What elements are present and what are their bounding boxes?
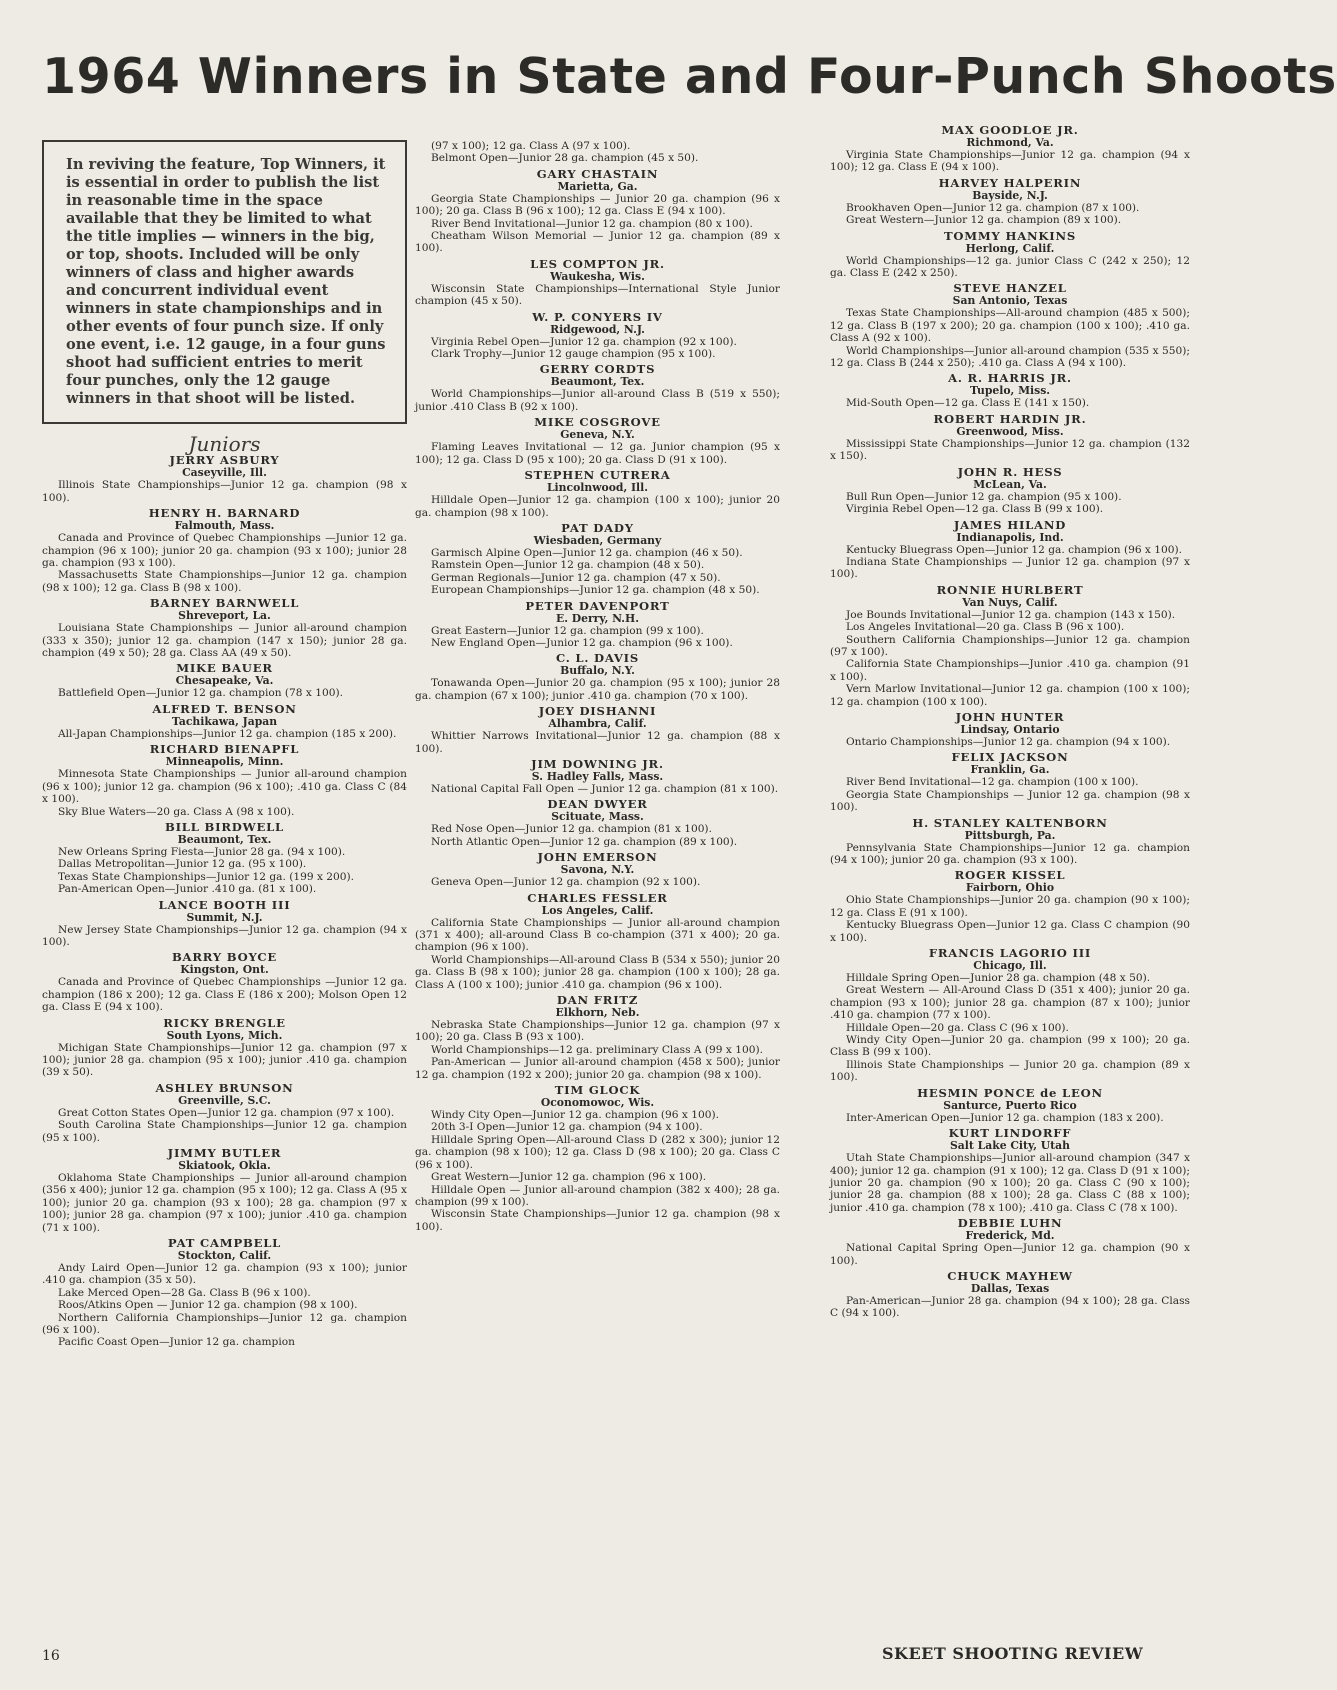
- result-line: Brookhaven Open—Junior 12 ga. champion (87 x 100).: [846, 201, 1140, 214]
- winner-name: FELIX JACKSON: [951, 750, 1069, 765]
- winner-entry: [42, 1082, 407, 1144]
- result-line: Windy City Open—Junior 12 ga. champion (96 x 100).: [431, 1109, 719, 1122]
- winner-entry: [42, 1147, 407, 1234]
- winner-location: Minneapolis, Minn.: [165, 755, 284, 769]
- winner-name: RONNIE HURLBERT: [936, 582, 1084, 597]
- winner-location: Indianapolis, Ind.: [956, 530, 1064, 544]
- winner-entry: [415, 1084, 780, 1233]
- winner-entry: [42, 454, 407, 504]
- result-line: Sky Blue Waters—20 ga. Class A (98 x 100).: [58, 805, 295, 818]
- result-line: Georgia State Championships — Junior 12 ga. champion (98 x 100).: [830, 788, 1190, 814]
- result-line: Great Eastern—Junior 12 ga. champion (99 x 100).: [431, 624, 704, 637]
- result-line: Hilldale Open—Junior 12 ga. champion (100 x 100); junior 20 ga. champion (98 x 100).: [415, 494, 780, 519]
- winner-entry: [415, 258, 780, 308]
- winner-entry: [415, 416, 780, 466]
- winner-location: Summit, N.J.: [186, 910, 263, 924]
- result-line: Massachusetts State Championships—Junior 12 ga. champion (98 x 100); 12 ga. Class B (98 x 100).: [42, 569, 407, 594]
- page-number: 16: [42, 1648, 60, 1664]
- result-line: World Championships—All-around Class B (534 x 550); junior 20 ga. Class B (98 x 100); junior 28 ga. champion (100 x 100); 28 ga. Class A (100 x 100); junior .410 ga. champion (96 x 100).: [415, 953, 780, 991]
- result-line: National Capital Spring Open—Junior 12 ga. champion (90 x 100).: [830, 1242, 1190, 1267]
- winner-location: Richmond, Va.: [966, 136, 1054, 149]
- winner-entry: [415, 522, 780, 597]
- winner-name: ASHLEY BRUNSON: [155, 1080, 294, 1095]
- winner-entry: [830, 817, 1190, 867]
- winner-entry: [830, 177, 1190, 227]
- result-line: Los Angeles Invitational—20 ga. Class B (96 x 100).: [846, 621, 1125, 634]
- result-line: Cheatham Wilson Memorial — Junior 12 ga. champion (89 x 100).: [415, 230, 780, 255]
- winner-entry: [42, 703, 407, 740]
- result-line: Minnesota State Championships — Junior all-around champion (96 x 100); junior 12 ga. champion (96 x 100); .410 ga. Class C (84 x 100).: [42, 768, 407, 806]
- winner-name: HENRY H. BARNARD: [148, 506, 301, 521]
- result-line: Texas State Championships—Junior 12 ga. (199 x 200).: [58, 870, 355, 883]
- winner-name: W. P. CONYERS IV: [532, 309, 663, 324]
- result-line: Virginia Rebel Open—12 ga. Class B (99 x 100).: [846, 503, 1104, 516]
- winner-location: E. Derry, N.H.: [555, 611, 639, 625]
- result-line: 20th 3-I Open—Junior 12 ga. champion (94 x 100).: [431, 1121, 703, 1134]
- winner-entry: [42, 1017, 407, 1079]
- winner-location: Wiesbaden, Germany: [533, 533, 662, 547]
- result-line: Pacific Coast Open—Junior 12 ga. champion: [58, 1336, 295, 1349]
- winner-entry: [830, 124, 1190, 174]
- winner-entry: [415, 798, 780, 848]
- entry-list: [415, 140, 780, 1233]
- winner-name: TIM GLOCK: [554, 1083, 641, 1098]
- winner-location: Franklin, Ga.: [970, 763, 1050, 777]
- winner-name: DEBBIE LUHN: [957, 1216, 1063, 1231]
- winner-name: ROGER KISSEL: [954, 868, 1066, 883]
- winner-entry: [415, 652, 780, 702]
- winner-name: MIKE COSGROVE: [534, 415, 661, 430]
- winner-location: S. Hadley Falls, Mass.: [531, 769, 664, 783]
- result-line: Joe Bounds Invitational—Junior 12 ga. champion (143 x 150).: [846, 608, 1176, 621]
- result-line: Illinois State Championships — Junior 20 ga. champion (89 x 100).: [830, 1058, 1190, 1084]
- result-line: Great Western—Junior 12 ga. champion (96 x 100).: [431, 1171, 707, 1184]
- winner-name: JERRY ASBURY: [169, 453, 280, 468]
- winner-name: JIM DOWNING JR.: [531, 756, 664, 771]
- winner-name: A. R. HARRIS JR.: [948, 371, 1072, 386]
- result-line: Hilldale Open—20 ga. Class C (96 x 100).: [846, 1021, 1069, 1034]
- result-line: Utah State Championships—Junior all-around champion (347 x 400); junior 12 ga. champion (91 x 100); 12 ga. Class D (91 x 100); junior 20 ga. champion (90 x 100); 20 ga. Class C (90 x 100); junior 28 ga. champion (88 x 100); 28 ga. Class C (88 x 100); junior .410 ga. champion (78 x 100); .410 ga. Class C (78 x 100).: [830, 1152, 1190, 1214]
- winner-entry: [415, 140, 780, 165]
- winner-location: Greenwood, Miss.: [956, 424, 1064, 438]
- result-line: Pan-American Open—Junior .410 ga. (81 x 100).: [58, 883, 317, 896]
- winner-name: BILL BIRDWELL: [164, 819, 285, 834]
- winner-entry: [830, 519, 1190, 581]
- winner-name: C. L. DAVIS: [555, 651, 640, 666]
- winner-location: Herlong, Calif.: [965, 241, 1055, 255]
- result-line: Indiana State Championships — Junior 12 ga. champion (97 x 100).: [830, 555, 1190, 581]
- result-line: Wisconsin State Championships—International Style Junior champion (45 x 50).: [415, 282, 780, 308]
- result-line: Illinois State Championships—Junior 12 ga. champion (98 x 100).: [42, 479, 407, 504]
- result-line: Hilldale Spring Open—All-around Class D (282 x 300); junior 12 ga. champion (98 x 100); 12 ga. Class D (98 x 100); 20 ga. Class C (96 x 100).: [415, 1133, 780, 1171]
- result-line: Kentucky Bluegrass Open—Junior 12 ga. champion (96 x 100).: [846, 543, 1182, 556]
- result-line: Inter-American Open—Junior 12 ga. champion (183 x 200).: [846, 1111, 1164, 1124]
- winner-location: Caseyville, Ill.: [182, 466, 267, 480]
- result-line: Vern Marlow Invitational—Junior 12 ga. champion (100 x 100); 12 ga. champion (100 x 100).: [830, 683, 1190, 708]
- result-line: World Championships—12 ga. preliminary Class A (99 x 100).: [431, 1043, 763, 1056]
- winner-name: STEVE HANZEL: [953, 281, 1067, 296]
- result-line: Clark Trophy—Junior 12 gauge champion (95 x 100).: [431, 348, 716, 361]
- winner-location: San Antonio, Texas: [952, 294, 1068, 308]
- result-line: Pan-American—Junior 28 ga. champion (94 x 100); 28 ga. Class C (94 x 100).: [830, 1294, 1190, 1320]
- result-line: Tonawanda Open—Junior 20 ga. champion (95 x 100); junior 28 ga. champion (67 x 100); junior .410 ga. champion (70 x 100).: [415, 677, 780, 702]
- winner-name: DAN FRITZ: [556, 993, 639, 1008]
- winner-location: Skiatook, Okla.: [178, 1159, 271, 1172]
- result-line: (97 x 100); 12 ga. Class A (97 x 100).: [431, 140, 631, 152]
- result-line: Roos/Atkins Open — Junior 12 ga. champion (98 x 100).: [58, 1299, 358, 1312]
- winner-name: PAT CAMPBELL: [167, 1236, 282, 1251]
- result-line: Mid-South Open—12 ga. Class E (141 x 150).: [846, 397, 1090, 410]
- winner-location: Lindsay, Ontario: [960, 722, 1060, 736]
- result-line: Louisiana State Championships — Junior all-around champion (333 x 350); junior 12 ga. champion (147 x 150); junior 28 ga. champion (49 x 50); 28 ga. Class AA (49 x 50).: [42, 622, 407, 660]
- intro-box: In reviving the feature, Top Winners, it is essential in order to publish the list in reasonable time in the space available that they be limited to what the title implies — winners in the big, or top, shoots. Included will be only winners of class and higher awards and concurrent individual event winners in state championships and in other events of four punch size. If only one event, i.e. 12 gauge, in a four guns shoot had sufficient entries to merit four punches, only the 12 gauge winners in that shoot will be listed.: [42, 140, 407, 424]
- result-line: California State Championships — Junior all-around champion (371 x 400); all-around Class B co-champion (371 x 400); 20 ga. champion (96 x 100).: [415, 916, 780, 954]
- result-line: Hilldale Open — Junior all-around champion (382 x 400); 28 ga. champion (99 x 100).: [415, 1183, 780, 1208]
- winner-entry: [415, 705, 780, 755]
- result-line: Oklahoma State Championships — Junior all-around champion (356 x 400); junior 12 ga. champion (95 x 100); 12 ga. Class A (95 x 100); junior 20 ga. champion (93 x 100); 28 ga. champion (97 x 100); junior 28 ga. champion (97 x 100); junior .410 ga. champion (71 x 100).: [42, 1172, 407, 1234]
- winner-location: Falmouth, Mass.: [174, 519, 275, 533]
- winner-name: BARRY BOYCE: [171, 950, 278, 965]
- result-line: New Jersey State Championships—Junior 12 ga. champion (94 x 100).: [42, 923, 407, 948]
- winner-name: KURT LINDORFF: [948, 1126, 1072, 1141]
- result-line: Great Western — All-Around Class D (351 x 400); junior 20 ga. champion (93 x 100); junior 28 ga. champion (87 x 100); junior .410 ga. champion (77 x 100).: [830, 984, 1190, 1022]
- result-line: Virginia Rebel Open—Junior 12 ga. champion (92 x 100).: [431, 335, 737, 348]
- winner-name: ROBERT HARDIN JR.: [933, 411, 1087, 426]
- winner-entry: [830, 947, 1190, 1084]
- winner-name: JOHN EMERSON: [537, 850, 658, 865]
- winner-name: JOHN R. HESS: [957, 464, 1063, 479]
- result-line: Mississippi State Championships—Junior 12 ga. champion (132 x 150).: [830, 437, 1190, 463]
- result-line: New England Open—Junior 12 ga. champion (96 x 100).: [431, 636, 733, 649]
- result-line: Andy Laird Open—Junior 12 ga. champion (93 x 100); junior .410 ga. champion (35 x 50).: [42, 1262, 407, 1287]
- winner-entry: [830, 711, 1190, 748]
- result-line: Southern California Championships—Junior 12 ga. champion (97 x 100).: [830, 633, 1190, 658]
- result-line: Georgia State Championships — Junior 20 ga. champion (96 x 100); 20 ga. Class B (96 x 100); 12 ga. Class E (94 x 100).: [415, 192, 780, 218]
- winner-entry: [42, 821, 407, 896]
- result-line: European Championships—Junior 12 ga. champion (48 x 50).: [431, 584, 760, 597]
- winner-name: JOEY DISHANNI: [538, 704, 657, 719]
- result-line: Kentucky Bluegrass Open—Junior 12 ga. Class C champion (90 x 100).: [830, 919, 1190, 944]
- winner-name: GERRY CORDTS: [539, 362, 656, 377]
- result-line: All-Japan Championships—Junior 12 ga. champion (185 x 200).: [58, 727, 397, 740]
- winner-location: Frederick, Md.: [965, 1229, 1055, 1243]
- result-line: Pennsylvania State Championships—Junior 12 ga. champion (94 x 100); junior 20 ga. champion (93 x 100).: [830, 841, 1190, 866]
- result-line: World Championships—12 ga. junior Class C (242 x 250); 12 ga. Class E (242 x 250).: [830, 254, 1190, 280]
- winner-entry: [830, 869, 1190, 944]
- winner-entry: [830, 372, 1190, 409]
- winner-location: Oconomowoc, Wis.: [540, 1096, 655, 1110]
- winner-entry: [830, 584, 1190, 708]
- winner-location: Dallas, Texas: [970, 1281, 1050, 1295]
- entry-list: [830, 124, 1190, 1320]
- page-title: 1964 Winners in State and Four-Punch Shoots: [42, 48, 1337, 105]
- winner-name: CHARLES FESSLER: [527, 890, 668, 905]
- column-2: [415, 140, 780, 1236]
- winner-name: HARVEY HALPERIN: [938, 175, 1082, 190]
- winner-location: Stockton, Calif.: [177, 1249, 272, 1263]
- result-line: Texas State Championships—All-around champion (485 x 500); 12 ga. Class B (197 x 200); 20 ga. champion (100 x 100); .410 ga. Class A (92 x 100).: [830, 307, 1190, 345]
- winner-entry: [415, 600, 780, 650]
- result-line: Great Western—Junior 12 ga. champion (89 x 100).: [846, 214, 1122, 227]
- winner-name: STEPHEN CUTRERA: [524, 468, 671, 483]
- winner-name: MAX GOODLOE JR.: [941, 123, 1079, 137]
- winner-location: Chesapeake, Va.: [175, 674, 274, 688]
- winner-location: South Lyons, Mich.: [166, 1028, 283, 1042]
- winner-name: RICKY BRENGLE: [163, 1015, 286, 1030]
- result-line: River Bend Invitational—12 ga. champion (100 x 100).: [846, 776, 1139, 789]
- result-line: Canada and Province of Quebec Championships —Junior 12 ga. champion (96 x 100); junior 20 ga. champion (93 x 100); junior 28 ga. champion (93 x 100).: [42, 532, 407, 570]
- result-line: South Carolina State Championships—Junior 12 ga. champion (95 x 100).: [42, 1119, 407, 1144]
- result-line: Geneva Open—Junior 12 ga. champion (92 x 100).: [431, 876, 701, 889]
- winner-location: Los Angeles, Calif.: [541, 903, 654, 917]
- winner-location: Elkhorn, Neb.: [555, 1006, 640, 1020]
- winner-entry: [830, 413, 1190, 463]
- winner-name: JIMMY BUTLER: [167, 1146, 282, 1160]
- winner-entry: [830, 466, 1190, 516]
- result-line: World Championships—Junior all-around Class B (519 x 550); junior .410 Class B (92 x 100).: [415, 388, 780, 413]
- winner-name: FRANCIS LAGORIO III: [928, 946, 1092, 961]
- winner-location: Alhambra, Calif.: [548, 717, 647, 731]
- result-line: Canada and Province of Quebec Championships —Junior 12 ga. champion (186 x 200); 12 ga. Class E (186 x 200); Molson Open 12 ga. Class E (94 x 100).: [42, 976, 407, 1014]
- result-line: River Bend Invitational—Junior 12 ga. champion (80 x 100).: [431, 217, 753, 230]
- result-line: Northern California Championships—Junior 12 ga. champion (96 x 100).: [42, 1311, 407, 1337]
- winner-name: CHUCK MAYHEW: [947, 1268, 1073, 1283]
- winner-entry: [830, 1127, 1190, 1214]
- winner-entry: [42, 1237, 407, 1349]
- winner-entry: [830, 1087, 1190, 1124]
- winner-location: Van Nuys, Calif.: [962, 595, 1058, 609]
- winner-entry: [415, 311, 780, 361]
- result-line: National Capital Fall Open — Junior 12 ga. champion (81 x 100).: [431, 782, 779, 795]
- winner-name: JAMES HILAND: [953, 517, 1067, 532]
- result-line: Flaming Leaves Invitational — 12 ga. Junior champion (95 x 100); 12 ga. Class D (95 x 100); 20 ga. Class D (91 x 100).: [415, 441, 780, 466]
- winner-location: McLean, Va.: [973, 477, 1047, 491]
- winner-entry: [830, 230, 1190, 280]
- result-line: Red Nose Open—Junior 12 ga. champion (81 x 100).: [431, 823, 712, 836]
- winner-location: Shreveport, La.: [178, 609, 271, 623]
- winner-location: Santurce, Puerto Rico: [943, 1098, 1077, 1112]
- winner-name: LANCE BOOTH III: [158, 897, 291, 912]
- winner-location: Buffalo, N.Y.: [560, 664, 635, 678]
- winner-entry: [415, 168, 780, 255]
- result-line: Garmisch Alpine Open—Junior 12 ga. champion (46 x 50).: [431, 546, 743, 559]
- result-line: Wisconsin State Championships—Junior 12 ga. champion (98 x 100).: [415, 1208, 780, 1233]
- result-line: New Orleans Spring Fiesta—Junior 28 ga. (94 x 100).: [58, 845, 346, 858]
- result-line: Ohio State Championships—Junior 20 ga. champion (90 x 100); 12 ga. Class E (91 x 100).: [830, 894, 1190, 919]
- result-line: Lake Merced Open—28 Ga. Class B (96 x 100).: [58, 1286, 311, 1299]
- result-line: Ontario Championships—Junior 12 ga. champion (94 x 100).: [846, 735, 1171, 748]
- winner-entry: [415, 892, 780, 991]
- winner-entry: [830, 282, 1190, 369]
- result-line: Windy City Open—Junior 20 ga. champion (99 x 100); 20 ga. Class B (99 x 100).: [830, 1034, 1190, 1059]
- winner-location: Geneva, N.Y.: [560, 428, 635, 442]
- winner-location: Ridgewood, N.J.: [550, 322, 645, 336]
- winner-entry: [415, 469, 780, 519]
- winner-name: JOHN HUNTER: [955, 709, 1065, 724]
- winner-location: Tupelo, Miss.: [969, 384, 1051, 398]
- winner-location: Bayside, N.J.: [972, 188, 1048, 202]
- column-1: [42, 140, 407, 1352]
- winner-name: TOMMY HANKINS: [943, 228, 1077, 243]
- winner-entry: [42, 662, 407, 699]
- result-line: Virginia State Championships—Junior 12 ga. champion (94 x 100); 12 ga. Class E (94 x 100).: [830, 149, 1190, 174]
- result-line: Great Cotton States Open—Junior 12 ga. champion (97 x 100).: [58, 1106, 395, 1119]
- result-line: World Championships—Junior all-around champion (535 x 550); 12 ga. Class B (244 x 250); .410 ga. Class A (94 x 100).: [830, 344, 1190, 370]
- winner-entry: [415, 363, 780, 413]
- winner-entry: [830, 1217, 1190, 1267]
- winner-location: Beaumont, Tex.: [177, 832, 272, 846]
- winner-name: PAT DADY: [561, 520, 634, 535]
- result-line: Ramstein Open—Junior 12 ga. champion (48 x 50).: [431, 559, 705, 572]
- winner-name: ALFRED T. BENSON: [152, 701, 297, 716]
- result-line: Pan-American — Junior all-around champion (458 x 500); junior 12 ga. champion (192 x 200); junior 20 ga. champion (98 x 100).: [415, 1056, 780, 1081]
- winner-location: Beaumont, Tex.: [550, 375, 645, 389]
- winner-location: Chicago, Ill.: [973, 959, 1047, 973]
- column-3: [830, 124, 1190, 1323]
- winner-entry: [415, 994, 780, 1081]
- result-line: California State Championships—Junior .410 ga. champion (91 x 100).: [830, 658, 1190, 683]
- winner-location: Marietta, Ga.: [557, 179, 638, 193]
- winner-name: PETER DAVENPORT: [525, 598, 670, 613]
- winner-entry: [415, 758, 780, 795]
- entry-list: [42, 454, 407, 1348]
- result-line: German Regionals—Junior 12 ga. champion (47 x 50).: [431, 571, 721, 584]
- magazine-name: SKEET SHOOTING REVIEW: [882, 1644, 1144, 1663]
- winner-name: DEAN DWYER: [547, 797, 648, 812]
- winner-location: Kingston, Ont.: [180, 963, 269, 977]
- winner-location: Pittsburgh, Pa.: [964, 828, 1056, 842]
- result-line: Belmont Open—Junior 28 ga. champion (45 x 50).: [431, 152, 699, 165]
- winner-name: HESMIN PONCE de LEON: [917, 1085, 1103, 1100]
- winner-entry: [830, 751, 1190, 813]
- winner-location: Salt Lake City, Utah: [949, 1139, 1071, 1153]
- result-line: Michigan State Championships—Junior 12 ga. champion (97 x 100); junior 28 ga. champion (95 x 100); junior .410 ga. champion (39 x 50).: [42, 1041, 407, 1079]
- winner-entry: [42, 507, 407, 594]
- result-line: Dallas Metropolitan—Junior 12 ga. (95 x 100).: [58, 858, 307, 871]
- winner-name: GARY CHASTAIN: [536, 166, 659, 181]
- winner-entry: [830, 1270, 1190, 1320]
- winner-location: Greenville, S.C.: [178, 1093, 271, 1107]
- winner-entry: [42, 899, 407, 949]
- winner-entry: [42, 743, 407, 818]
- winner-entry: [42, 951, 407, 1013]
- winner-location: Lincolnwood, Ill.: [546, 481, 649, 495]
- winner-location: Savona, N.Y.: [560, 863, 635, 877]
- winner-name: MIKE BAUER: [176, 661, 273, 676]
- result-line: Whittier Narrows Invitational—Junior 12 ga. champion (88 x 100).: [415, 730, 780, 755]
- winner-location: Fairborn, Ohio: [965, 881, 1055, 895]
- winner-location: Tachikawa, Japan: [171, 714, 278, 728]
- winner-entry: [42, 597, 407, 659]
- result-line: Nebraska State Championships—Junior 12 ga. champion (97 x 100); 20 ga. Class B (93 x 100).: [415, 1019, 780, 1044]
- winner-location: Waukesha, Wis.: [550, 269, 645, 283]
- winner-name: RICHARD BIENAPFL: [149, 742, 300, 757]
- result-line: North Atlantic Open—Junior 12 ga. champion (89 x 100).: [431, 835, 738, 848]
- winner-name: H. STANLEY KALTENBORN: [912, 815, 1108, 830]
- result-line: Bull Run Open—Junior 12 ga. champion (95 x 100).: [846, 490, 1122, 503]
- winner-name: LES COMPTON JR.: [530, 256, 665, 271]
- winner-location: Scituate, Mass.: [551, 810, 644, 824]
- winner-entry: [415, 851, 780, 888]
- section-heading: Juniors: [188, 432, 261, 456]
- result-line: Hilldale Spring Open—Junior 28 ga. champion (48 x 50).: [846, 972, 1151, 985]
- winner-name: BARNEY BARNWELL: [149, 596, 300, 611]
- result-line: Battlefield Open—Junior 12 ga. champion (78 x 100).: [58, 687, 343, 700]
